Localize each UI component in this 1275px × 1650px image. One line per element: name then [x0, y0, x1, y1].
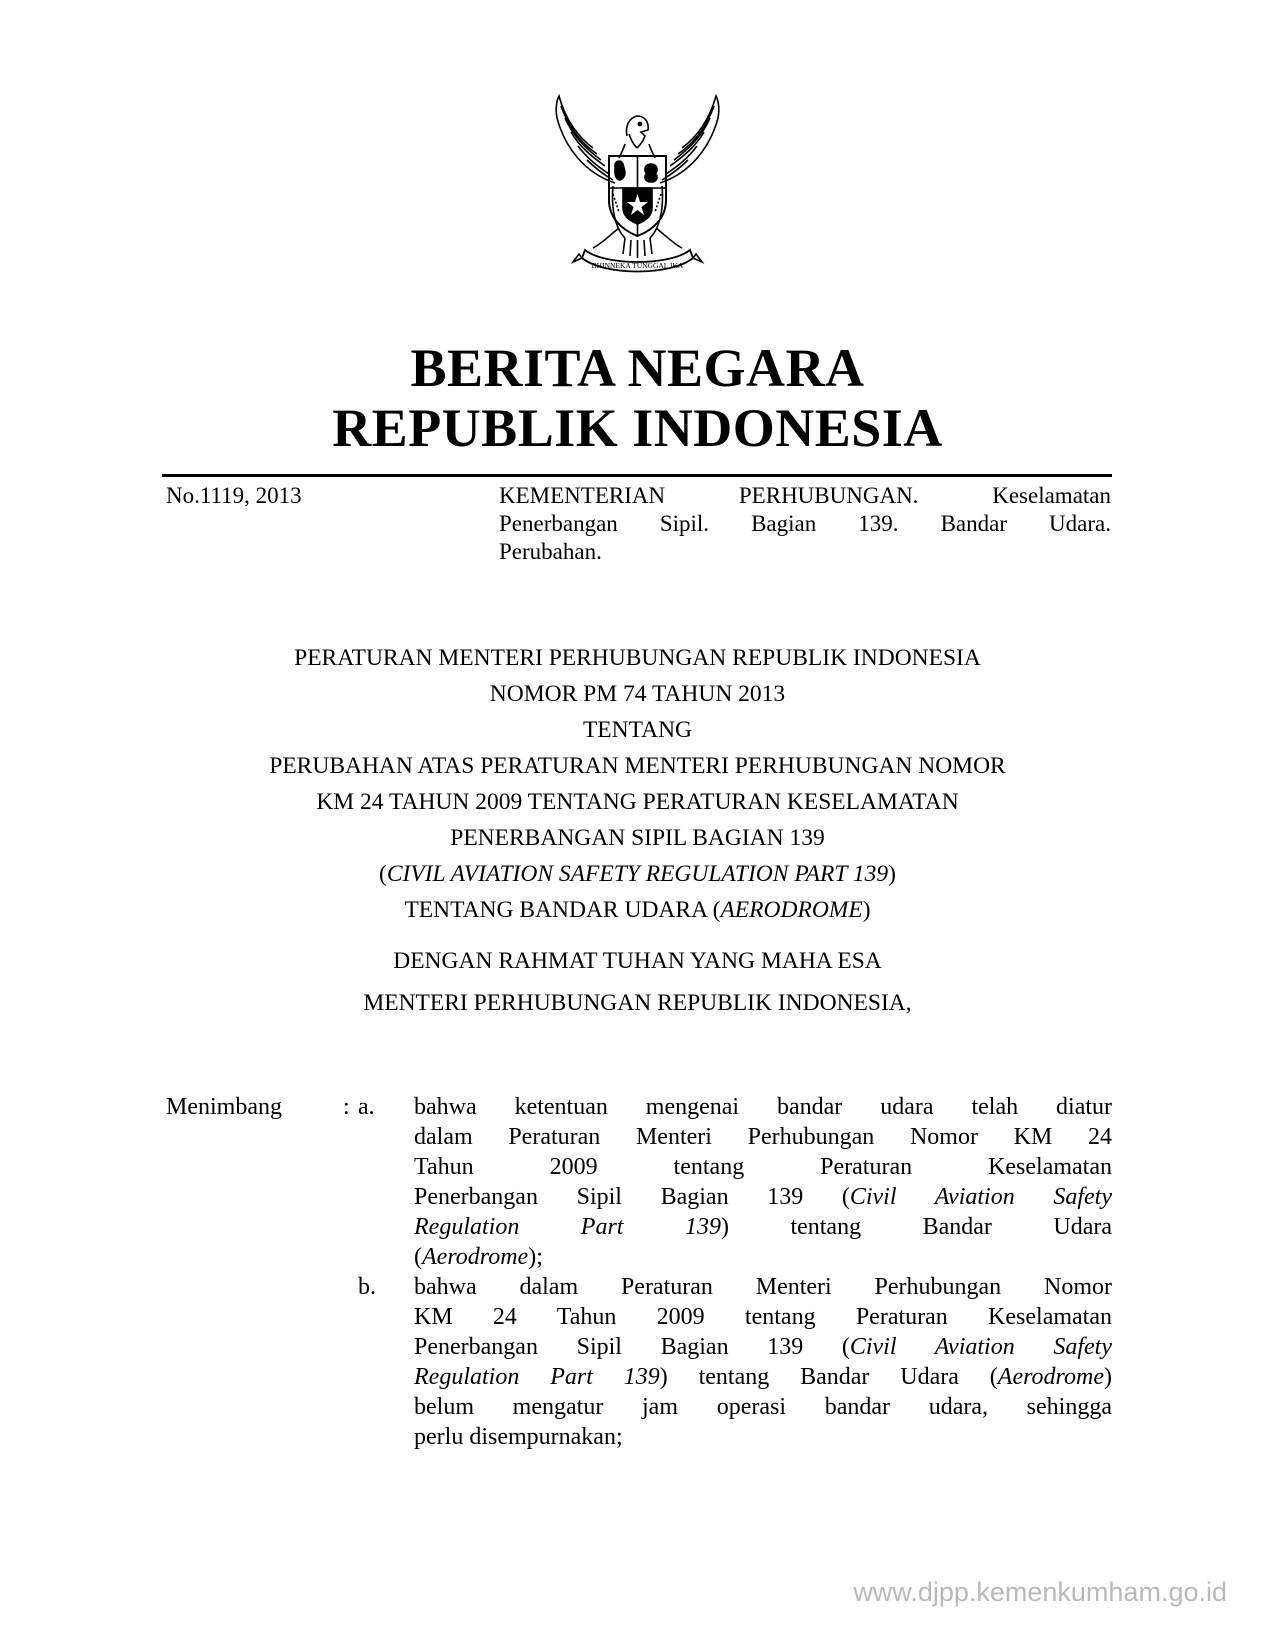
title-line-7-italic: CIVIL AVIATION SAFETY REGULATION PART 139: [386, 861, 889, 887]
item-b-line-4: [414, 1362, 1112, 1392]
masthead-line-1: BERITA NEGARA: [410, 338, 865, 398]
item-a-line-2: dalam Peraturan Menteri Perhubungan Nomor KM 24: [414, 1124, 1112, 1150]
item-b-line-2: KM 24 Tahun 2009 tentang Peraturan Keselamatan: [414, 1304, 1112, 1330]
item-a-line-5-italic: Regulation Part 139: [414, 1214, 721, 1240]
considering-item-b-letter: b.: [358, 1274, 376, 1300]
item-b-line-3: [414, 1332, 1112, 1362]
regulation-title: [150, 640, 1125, 928]
item-a-line-6: [414, 1242, 1112, 1272]
preamble-line-1: DENGAN RAHMAT TUHAN YANG MAHA ESA: [393, 948, 882, 974]
item-b-line-3-italic: Civil Aviation Safety: [849, 1334, 1112, 1360]
emblem-motto: BHINNEKA TUNGGAL IKA: [591, 261, 684, 270]
title-line-7: [150, 856, 1125, 892]
item-a-line-4-italic: Civil Aviation Safety: [849, 1184, 1112, 1210]
item-a-line-6-open: (: [414, 1244, 422, 1270]
title-line-3: TENTANG: [582, 717, 693, 743]
item-b-line-3-plain: Penerbangan Sipil Bagian 139 (: [414, 1334, 850, 1360]
source-watermark[interactable]: www.djpp.kemenkumham.go.id: [853, 1577, 1227, 1607]
item-a-line-6-italic: Aerodrome: [422, 1244, 529, 1270]
title-line-8: [150, 892, 1125, 928]
title-line-7-close: ): [888, 861, 896, 887]
garuda-pancasila-emblem: [545, 88, 730, 283]
title-line-5: KM 24 TAHUN 2009 TENTANG PERATURAN KESELAMATAN: [316, 789, 959, 815]
gazette-topic-line-2: Penerbangan Sipil. Bagian 139. Bandar Udara.: [499, 511, 1111, 536]
considering-item-a: [414, 1092, 1112, 1272]
item-a-line-4-plain: Penerbangan Sipil Bagian 139 (: [414, 1184, 850, 1210]
item-b-line-4-plain: ) tentang Bandar Udara (: [659, 1364, 998, 1390]
title-line-8-italic: AERODROME: [720, 897, 863, 923]
item-a-line-6-close: );: [528, 1244, 543, 1270]
title-line-8-close: ): [862, 897, 871, 923]
gazette-topic-line-3: Perubahan.: [499, 539, 602, 564]
gazette-topic-line-1: KEMENTERIAN PERHUBUNGAN. Keselamatan: [499, 483, 1111, 508]
title-line-8-plain: TENTANG BANDAR UDARA (: [404, 897, 721, 923]
masthead-line-2: REPUBLIK INDONESIA: [332, 398, 943, 458]
item-b-line-5: belum mengatur jam operasi bandar udara, sehingga: [414, 1394, 1112, 1420]
considering-item-a-letter: a.: [358, 1094, 375, 1120]
title-line-7-open: (: [379, 861, 387, 887]
gazette-topic: [499, 482, 1111, 566]
gazette-number: No.1119, 2013: [166, 483, 302, 508]
preamble-line-2: MENTERI PERHUBUNGAN REPUBLIK INDONESIA,: [363, 990, 912, 1016]
title-line-6: PENERBANGAN SIPIL BAGIAN 139: [450, 825, 825, 851]
item-b-line-4-italic-2: Aerodrome: [997, 1364, 1104, 1390]
item-a-line-1: bahwa ketentuan mengenai bandar udara telah diatur: [414, 1094, 1112, 1120]
item-b-line-1: bahwa dalam Peraturan Menteri Perhubungan Nomor: [414, 1274, 1112, 1300]
item-b-line-4-close: ): [1104, 1364, 1112, 1390]
considering-item-b: [414, 1272, 1112, 1452]
item-a-line-4: [414, 1182, 1112, 1212]
item-a-line-3: Tahun 2009 tentang Peraturan Keselamatan: [414, 1154, 1112, 1180]
masthead-rule: [162, 474, 1112, 477]
title-line-1: PERATURAN MENTERI PERHUBUNGAN REPUBLIK INDONESIA: [294, 645, 981, 671]
item-b-line-4-italic: Regulation Part 139: [414, 1364, 660, 1390]
item-a-line-5: [414, 1212, 1112, 1242]
item-b-line-6: perlu disempurnakan;: [414, 1424, 623, 1450]
title-line-4: PERUBAHAN ATAS PERATURAN MENTERI PERHUBUNGAN NOMOR: [269, 753, 1006, 779]
title-line-2: NOMOR PM 74 TAHUN 2013: [489, 681, 786, 707]
item-a-line-5-plain: ) tentang Bandar Udara: [720, 1214, 1112, 1240]
considering-label: Menimbang: [166, 1094, 282, 1120]
considering-colon: :: [343, 1094, 350, 1120]
preamble: [150, 940, 1125, 1024]
